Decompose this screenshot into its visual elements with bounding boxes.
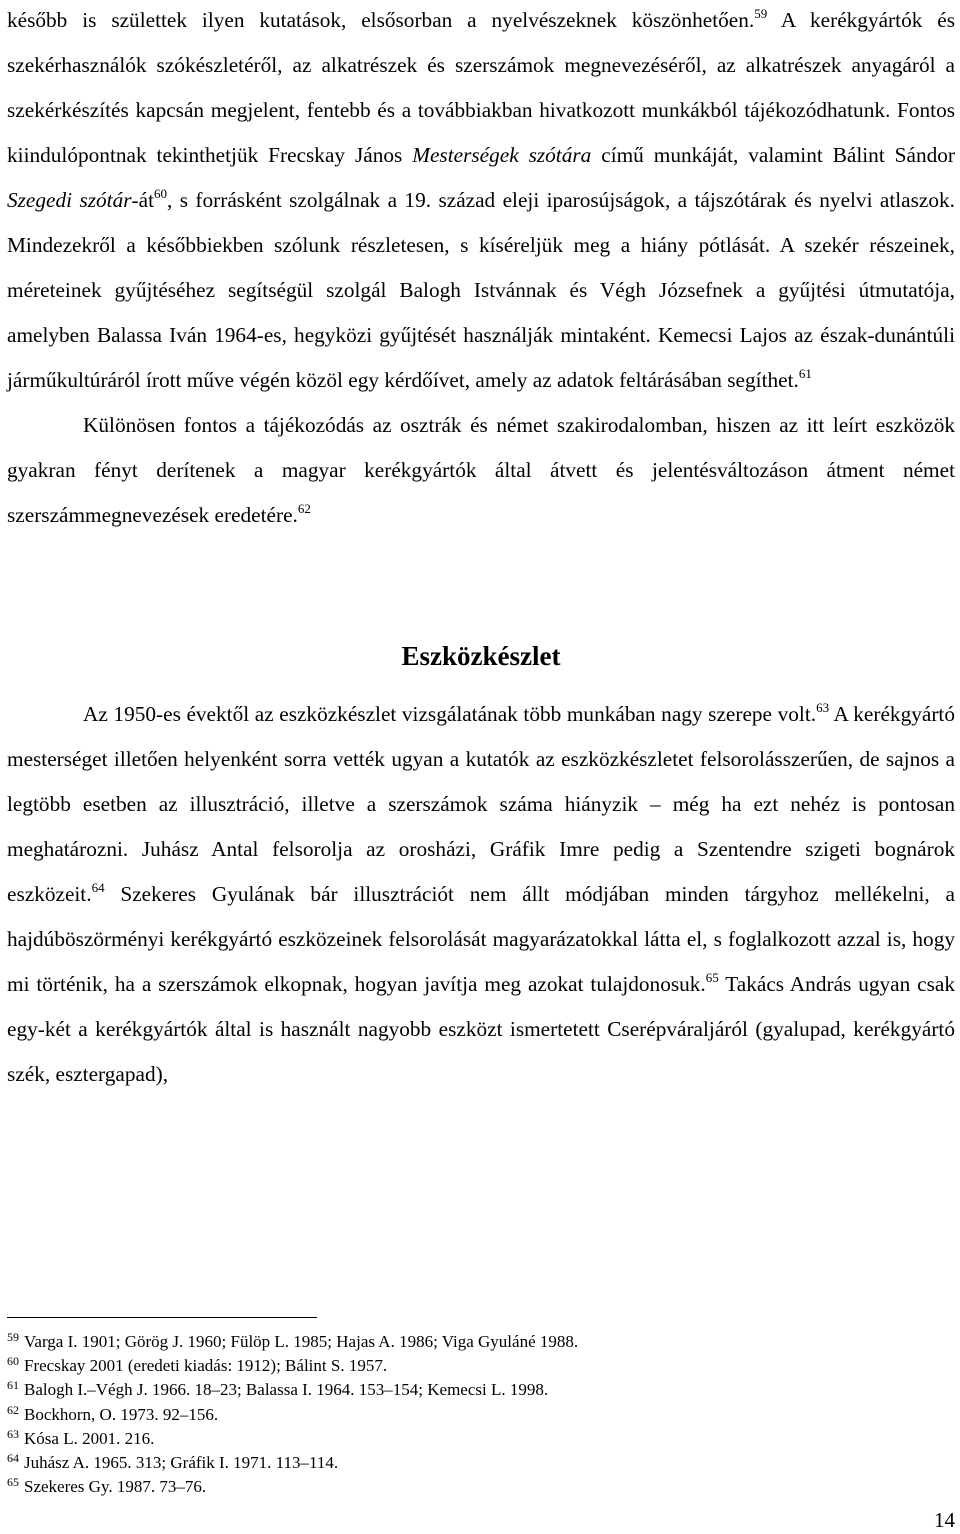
text-run: -át <box>131 188 154 212</box>
footnotes <box>7 1330 947 1499</box>
document-page <box>7 0 955 1097</box>
footnote-text: Frecskay 2001 (eredeti kiadás: 1912); Bálint S. 1957. <box>24 1356 388 1376</box>
text-run: című munkáját, valamint Bálint Sándor <box>591 143 956 167</box>
footnote-ref: 65 <box>705 970 719 985</box>
footnote <box>7 1378 947 1402</box>
footnote-number: 61 <box>7 1378 19 1393</box>
footnote <box>7 1403 947 1427</box>
body-text-top <box>7 0 955 538</box>
footnote-ref: 64 <box>91 880 105 895</box>
paragraph <box>7 692 955 1097</box>
text-run: Takács András ugyan csak egy-két a kerékgyártók által is használt nagyobb eszközt ismertetett Cserépváraljáról (gyalupad, kerékgyártó szék, esztergapad), <box>7 972 955 1086</box>
text-run: , s forrásként szolgálnak a 19. század eleji iparosújságok, a tájszótárak és nyelvi atlaszok. Mindezekről a későbbiekben szólunk részletesen, s kíséreljük meg a hiány pótlását. A szekér részeinek, méreteinek gyűjtéséhez segítségül szolgál Balogh Istvánnak és Végh Józsefnek a gyűjtési útmutatója, amelyben Balassa Iván 1964-es, hegyközi gyűjtését használják mintaként. Kemecsi Lajos az észak-dunántúli járműkultúráról írott műve végén közöl egy kérdőívet, amely az adatok feltárásában segíthet. <box>7 188 955 392</box>
text-run: Különösen fontos a tájékozódás az osztrák és német szakirodalomban, hiszen az itt leírt eszközök gyakran fényt derítenek a magyar kerékgyártók által átvett és jelentésváltozáson átment német szerszámmegnevezések eredetére. <box>7 413 955 527</box>
text-run: Az 1950-es évektől az eszközkészlet vizsgálatának több munkában nagy szerepe volt. <box>83 702 817 726</box>
body-text-bottom <box>7 692 955 1097</box>
text-run: később is születtek ilyen kutatások, elsősorban a nyelvészeknek köszönhetően. <box>7 8 755 32</box>
footnote-text: Kósa L. 2001. 216. <box>24 1428 155 1448</box>
footnote-ref: 60 <box>154 186 167 201</box>
footnote-ref: 62 <box>297 501 311 516</box>
paragraph <box>7 0 955 403</box>
paragraph <box>7 403 955 538</box>
footnote-ref: 59 <box>754 6 768 21</box>
spacer <box>7 538 955 620</box>
italic-title: Szegedi szótár <box>7 188 132 212</box>
footnote-number: 62 <box>7 1402 19 1417</box>
footnote-number: 59 <box>7 1330 19 1344</box>
text-run: A kerékgyártók és szekérhasználók szókészletéről, az alkatrészek és szerszámok megnevezéséről, az alkatrészek anyagáról a szekérkészítés kapcsán megjelent, fentebb és a továbbiakban hivatkozott munkákból tájékozódhatunk. Fontos kiindulópontnak tekinthetjük Frecskay János <box>7 8 955 167</box>
footnote-ref: 61 <box>798 366 812 381</box>
footnote <box>7 1475 947 1499</box>
text-run: A kerékgyártó mesterséget illetően helyenként sorra vették ugyan a kutatók az eszközkészletet felsorolásszerűen, de sajnos a legtöbb esetben az illusztráció, illetve a szerszámok száma hiányzik – még ha ezt nehéz is pontosan meghatározni. Juhász Antal felsorolja az orosházi, Gráfik Imre pedig a Szentendre szigeti bognárok eszközeit. <box>7 702 955 906</box>
section-heading: Eszközkészlet <box>401 641 561 671</box>
footnote <box>7 1354 947 1378</box>
footnote-text: Balogh I.–Végh J. 1966. 18–23; Balassa I. 1964. 153–154; Kemecsi L. 1998. <box>24 1380 549 1400</box>
footnote <box>7 1427 947 1451</box>
footnote <box>7 1330 947 1354</box>
footnote-number: 63 <box>7 1426 19 1441</box>
footnote-text: Varga I. 1901; Görög J. 1960; Fülöp L. 1985; Hajas A. 1986; Viga Gyuláné 1988. <box>24 1332 579 1351</box>
italic-title: Mesterségek szótára <box>412 143 592 167</box>
footnote <box>7 1451 947 1475</box>
footnote-number: 64 <box>7 1451 19 1466</box>
footnote-separator <box>7 1317 317 1318</box>
page-number: 14 <box>934 1508 955 1532</box>
footnote-number: 65 <box>7 1475 19 1490</box>
footnote-ref: 63 <box>816 700 830 715</box>
footnote-text: Juhász A. 1965. 313; Gráfik I. 1971. 113–114. <box>24 1453 339 1473</box>
text-run: Szekeres Gyulának bár illusztrációt nem állt módjában minden tárgyhoz mellékelni, a hajdúböszörményi kerékgyártó eszközeinek felsorolását magyarázatokkal látta el, s foglalkozott azzal is, hogy mi történik, ha a szerszámok elkopnak, hogyan javítja meg azokat tulajdonosuk. <box>7 882 955 996</box>
footnote-text: Bockhorn, O. 1973. 92–156. <box>24 1404 219 1424</box>
footnote-text: Szekeres Gy. 1987. 73–76. <box>24 1477 207 1497</box>
footnote-number: 60 <box>7 1354 19 1369</box>
